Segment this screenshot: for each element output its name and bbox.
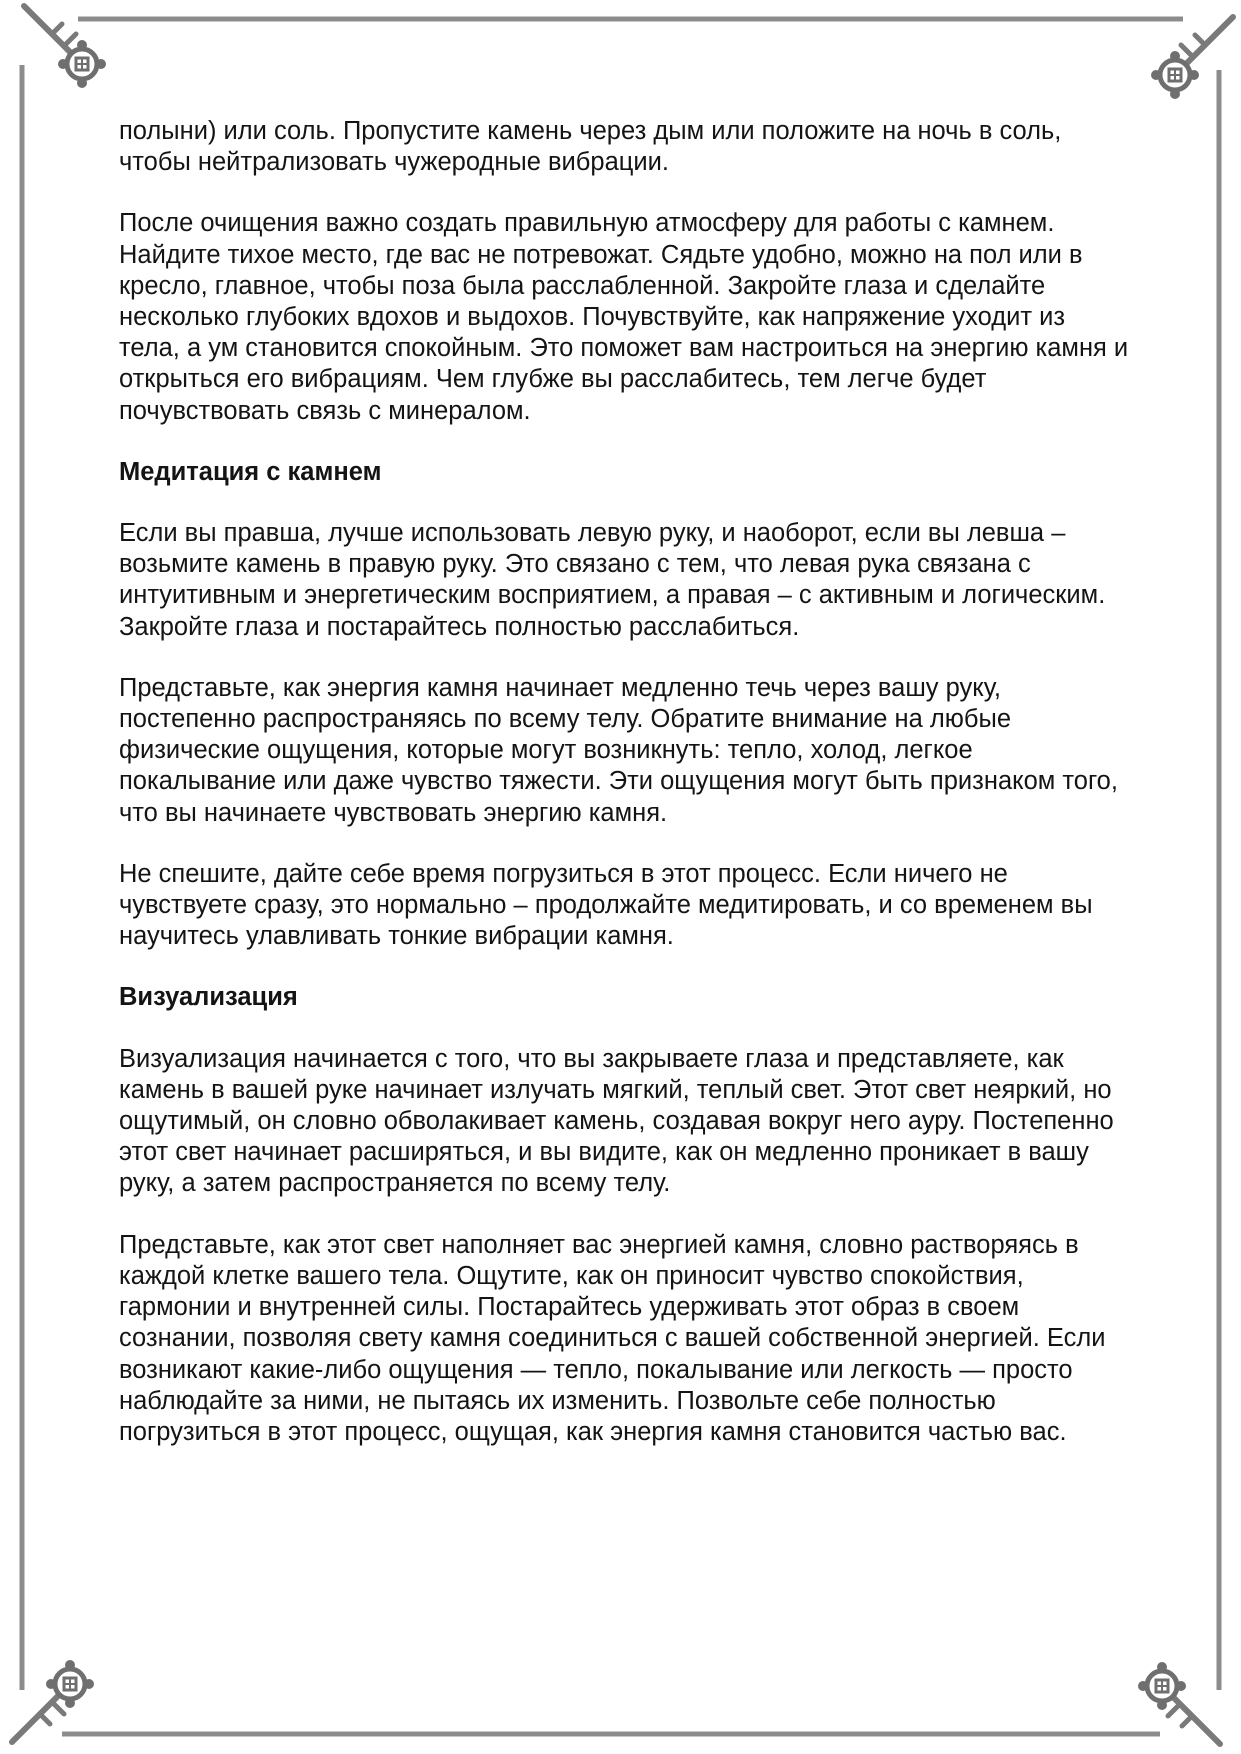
paragraph: Не спешите, дайте себе время погрузиться в этот процесс. Если ничего не чувствуете сразу, это нормально – продолжайте медитировать, и со временем вы научитесь улавливать тонкие вибрации камня. (119, 859, 1093, 951)
paragraph: Представьте, как энергия камня начинает медленно течь через вашу руку, постепенно распространяясь по всему телу. Обратите внимание на любые физические ощущения, которые могут возникнуть: тепло, холод, легкое покалывание или даже чувство тяжести. Эти ощущения могут быть признаком того, что вы начинаете чувствовать энергию камня. (119, 673, 1118, 827)
document-body (119, 116, 1129, 1478)
section-heading-meditation: Медитация с камнем (119, 457, 382, 486)
key-ornament-icon (24, 6, 106, 88)
paragraph: Представьте, как этот свет наполняет вас энергией камня, словно растворяясь в каждой клетке вашего тела. Ощутите, как он приносит чувство спокойствия, гармонии и внутренней силы. Постарайтесь удерживать этот образ в своем сознании, позволяя свету камня соединиться с вашей собственной энергией. Если возникают какие-либо ощущения — тепло, покалывание или легкость — просто наблюдайте за ними, не пытаясь их изменить. Позвольте себе полностью погрузиться в этот процесс, ощущая, как энергия камня становится частью вас. (119, 1230, 1106, 1446)
key-ornament-icon (12, 1660, 94, 1742)
key-ornament-icon (1138, 1662, 1220, 1744)
section-heading-visualization: Визуализация (119, 983, 298, 1012)
paragraph: полыни) или соль. Пропустите камень через дым или положите на ночь в соль, чтобы нейтрализовать чужеродные вибрации. (119, 117, 1062, 177)
paragraph: После очищения важно создать правильную атмосферу для работы с камнем. Найдите тихое место, где вас не потревожат. Сядьте удобно, можно на пол или в кресло, главное, чтобы поза была расслабленной. Закройте глаза и сделайте несколько глубоких вдохов и выдохов. Почувствуйте, как напряжение уходит из тела, а ум становится спокойным. Это поможет вам настроиться на энергию камня и открыться его вибрациям. Чем глубже вы расслабитесь, тем легче будет почувствовать связь с минералом. (119, 209, 1129, 425)
key-ornament-icon (1151, 17, 1233, 99)
paragraph: Визуализация начинается с того, что вы закрываете глаза и представляете, как камень в вашей руке начинает излучать мягкий, теплый свет. Этот свет неяркий, но ощутимый, он словно обволакивает камень, создавая вокруг него ауру. Постепенно этот свет начинает расширяться, и вы видите, как он медленно проникает в вашу руку, а затем распространяется по всему телу. (119, 1044, 1114, 1198)
paragraph: Если вы правша, лучше использовать левую руку, и наоборот, если вы левша – возьмите камень в правую руку. Это связано с тем, что левая рука связана с интуитивным и энергетическим восприятием, а правая – с активным и логическим. Закройте глаза и постарайтесь полностью расслабиться. (119, 519, 1106, 641)
